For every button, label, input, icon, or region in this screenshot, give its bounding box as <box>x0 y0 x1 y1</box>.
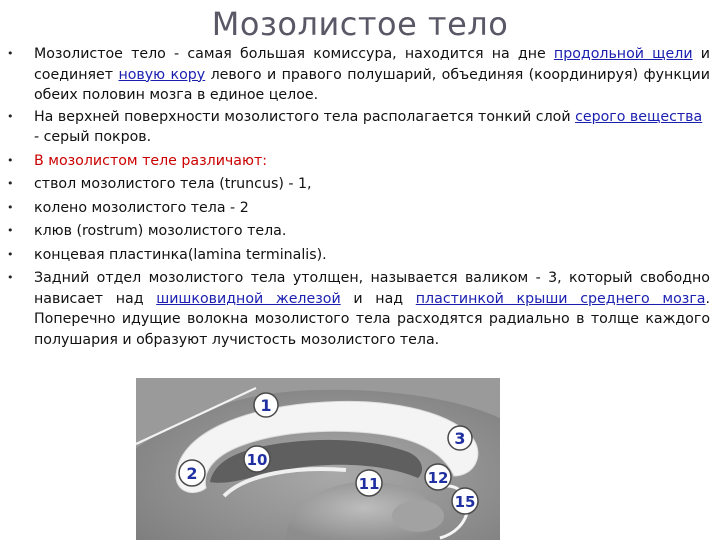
item-text: На верхней поверхности мозолистого тела располагается тонкий слой <box>34 108 576 125</box>
item-text: Мозолистое тело - самая большая комиссура, находится на дне <box>34 46 554 62</box>
svg-text:3: 3 <box>454 429 466 448</box>
list-item <box>0 198 720 219</box>
link-pineal-gland[interactable]: шишковидной железой <box>156 290 341 307</box>
item-text: В мозолистом теле различают: <box>34 152 267 169</box>
label-1 <box>254 393 278 417</box>
pineal-region <box>392 500 444 532</box>
label-11 <box>356 470 382 496</box>
label-3 <box>448 426 472 450</box>
svg-text:12: 12 <box>427 469 449 487</box>
link-longitudinal-fissure[interactable]: продольной щели <box>553 46 693 62</box>
link-tectal-plate[interactable]: пластинкой крыши среднего мозга <box>415 290 706 307</box>
list-item <box>0 268 720 350</box>
corpus-callosum-illustration <box>136 378 500 540</box>
label-12 <box>425 464 451 490</box>
bullet-icon: • <box>7 247 14 261</box>
svg-text:10: 10 <box>246 451 268 469</box>
list-item <box>0 107 720 148</box>
bullet-icon: • <box>7 200 14 214</box>
item-text: колено мозолистого тела - 2 <box>34 199 249 216</box>
item-text: клюв (rostrum) мозолистого тела. <box>34 223 287 239</box>
bullet-icon: • <box>7 271 14 284</box>
label-15 <box>452 488 478 514</box>
svg-text:2: 2 <box>186 464 198 483</box>
bullet-icon: • <box>7 224 14 237</box>
item-text: левого и правого полушарий, объединяя (координируя) функции обеих половин мозга в единое целое. <box>34 66 710 103</box>
bullet-icon: • <box>7 153 14 167</box>
item-text: и соединяет <box>34 46 710 83</box>
svg-text:1: 1 <box>260 396 272 415</box>
bullet-list <box>0 44 720 350</box>
item-text: . Поперечно идущие волокна мозолистого тела расходятся радиально в толще каждого полушария и образуют лучистость мозолистого тела. <box>34 290 711 348</box>
item-text: и над <box>340 290 416 307</box>
bullet-icon: • <box>7 177 14 190</box>
brain-section-image <box>136 378 500 540</box>
list-item <box>0 174 720 195</box>
list-item <box>0 221 720 242</box>
link-gray-matter[interactable]: серого вещества <box>575 108 703 125</box>
item-text: Задний отдел мозолистого тела утолщен, называется валиком - 3, который свободно нависает над <box>34 270 710 307</box>
item-text: - серый покров. <box>34 129 152 145</box>
item-text: ствол мозолистого тела (truncus) - 1, <box>34 176 312 192</box>
label-10 <box>244 446 270 472</box>
list-item <box>0 245 720 266</box>
svg-text:11: 11 <box>358 475 380 493</box>
list-item <box>0 151 720 172</box>
bullet-icon: • <box>7 109 14 123</box>
item-text: концевая пластинка(lamina terminalis). <box>34 246 327 263</box>
svg-text:15: 15 <box>454 493 476 511</box>
bullet-icon: • <box>7 47 14 60</box>
label-2 <box>179 460 205 486</box>
link-neocortex[interactable]: новую кору <box>118 66 206 83</box>
list-item <box>0 44 720 106</box>
slide-title: Мозолистое тело <box>211 5 509 43</box>
